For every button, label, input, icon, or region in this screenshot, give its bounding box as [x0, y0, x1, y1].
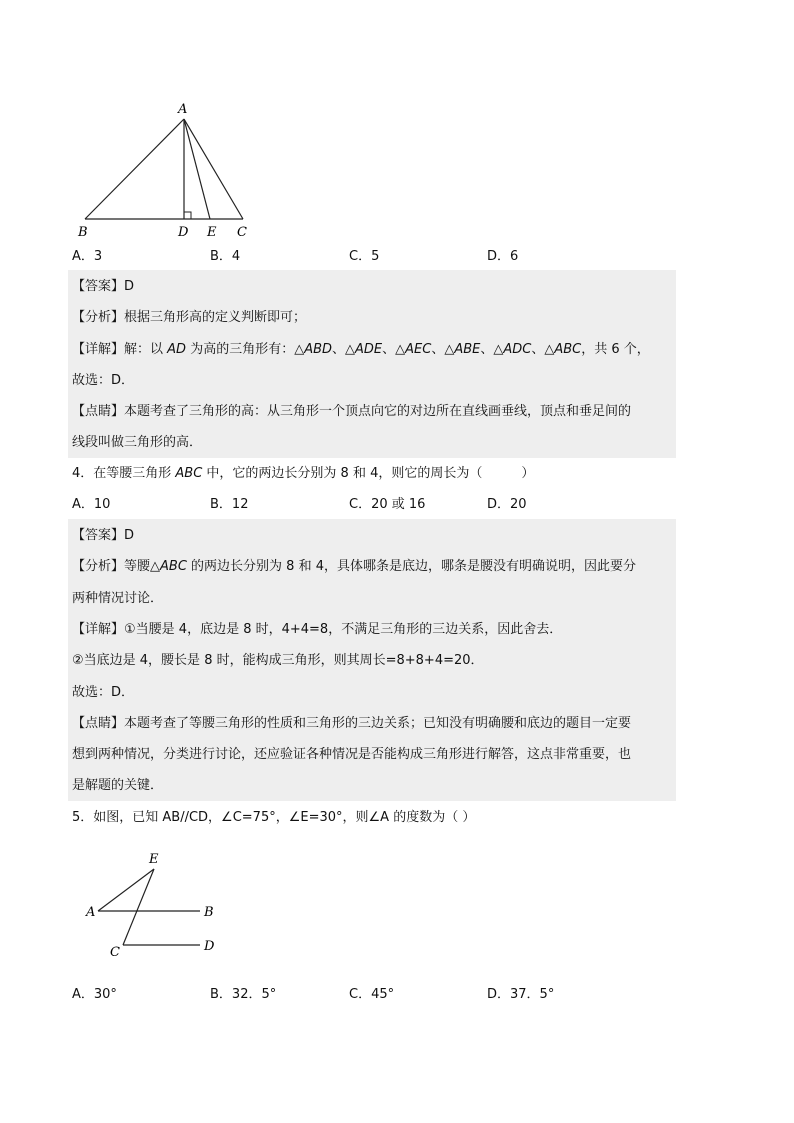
q4-comment-line3: 是解题的关键．	[72, 778, 164, 793]
q3-option-b: B．4	[210, 249, 241, 264]
q3-conclusion: 故选：D．	[72, 373, 135, 388]
parallel-lines-figure	[80, 845, 230, 965]
q4-option-d: D．20	[487, 497, 527, 512]
q5-option-c: C．45°	[349, 987, 395, 1002]
q4-detail-line1: 【详解】①当腰是 4，底边是 8 时，4+4=8，不满足三角形的三边关系，因此舍去．	[72, 622, 563, 637]
q4-detail-line2: ②当底边是 4，腰长是 8 时，能构成三角形，则其周长=8+8+4=20．	[72, 653, 484, 668]
q3-answer: 【答案】D	[72, 279, 135, 294]
q5-option-b: B．32．5°	[210, 987, 277, 1002]
q5-option-a: A．30°	[72, 987, 117, 1002]
segment-ac	[184, 119, 243, 219]
label-b: B	[204, 905, 214, 920]
q4-answer: 【答案】D	[72, 528, 135, 543]
q4-option-b: B．12	[210, 497, 249, 512]
q4-stem: 4．在等腰三角形 ABC 中，它的两边长分别为 8 和 4，则它的周长为（ ）	[72, 466, 535, 481]
triangle-height-figure	[70, 95, 260, 245]
label-a: A	[178, 102, 188, 117]
label-e: E	[149, 852, 159, 867]
q3-comment-line1: 【点睛】本题考查了三角形的高：从三角形一个顶点向它的对边所在直线画垂线，顶点和垂足间的	[72, 404, 632, 419]
q4-conclusion: 故选：D．	[72, 685, 135, 700]
q3-option-d: D．6	[487, 249, 519, 264]
q3-comment-line2: 线段叫做三角形的高．	[72, 435, 203, 450]
q3-solution-panel	[68, 270, 676, 458]
q5-option-d: D．37．5°	[487, 987, 555, 1002]
q4-comment-line1: 【点睛】本题考查了等腰三角形的性质和三角形的三边关系；已知没有明确腰和底边的题目一定要	[72, 716, 632, 731]
label-a: A	[86, 905, 96, 920]
right-angle-mark	[184, 212, 191, 219]
q3-option-a: A．3	[72, 249, 103, 264]
q3-analysis: 【分析】根据三角形高的定义判断即可；	[72, 310, 307, 325]
label-d: D	[178, 225, 189, 240]
q5-stem: 5．如图，已知 AB//CD，∠C=75°，∠E=30°，则∠A 的度数为（ ）	[72, 810, 476, 825]
label-e: E	[207, 225, 217, 240]
q4-option-c: C．20 或 16	[349, 497, 426, 512]
label-b: B	[78, 225, 88, 240]
q4-option-a: A．10	[72, 497, 111, 512]
q3-option-c: C．5	[349, 249, 380, 264]
segment-ae	[184, 119, 210, 219]
q4-analysis-line1: 【分析】等腰△ABC 的两边长分别为 8 和 4，具体哪条是底边，哪条是腰没有明确说明，因此要分	[72, 559, 636, 574]
q4-comment-line2: 想到两种情况，分类进行讨论，还应验证各种情况是否能构成三角形进行解答，这点非常重要，也	[72, 747, 632, 762]
segment-ab	[85, 119, 184, 219]
label-c: C	[237, 225, 247, 240]
label-c: C	[110, 945, 120, 960]
q3-detail: 【详解】解：以 AD 为高的三角形有：△ABD、△ADE、△AEC、△ABE、△ADC、△ABC，共 6 个，	[72, 342, 650, 357]
label-d: D	[204, 939, 215, 954]
q4-analysis-line2: 两种情况讨论．	[72, 591, 164, 606]
